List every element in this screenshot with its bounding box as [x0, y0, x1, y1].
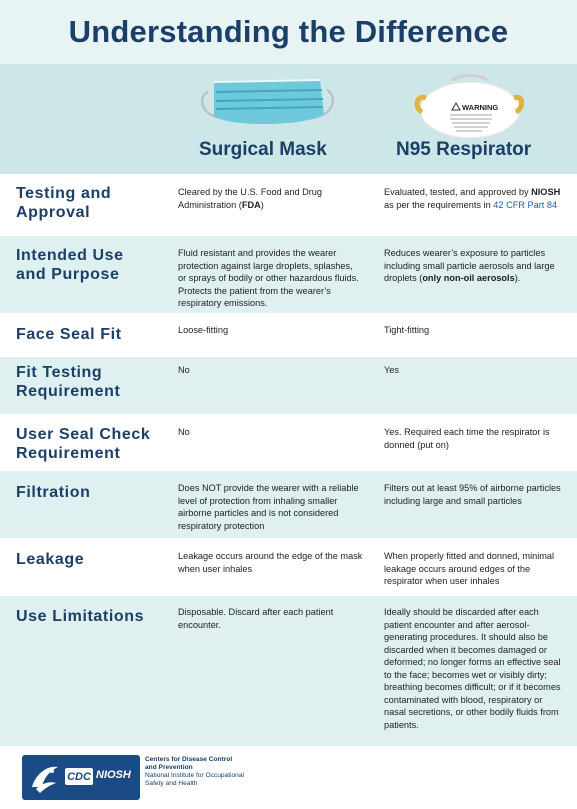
row-label-line: Approval	[16, 204, 91, 221]
row-label-line: Face Seal Fit	[16, 326, 122, 343]
surgical-mask-cell	[178, 186, 363, 211]
n95-respirator-cell	[384, 247, 564, 285]
row-label	[16, 425, 150, 463]
row-label-line: Requirement	[16, 445, 121, 462]
page-title: Understanding the Difference	[68, 14, 509, 49]
cell-text: Leakage occurs around the edge of the mask when user inhales	[178, 551, 363, 574]
cell-text: only non-oil aerosols	[422, 273, 515, 283]
row-label-line: Requirement	[16, 383, 121, 400]
organization-name	[145, 756, 244, 788]
row-label	[16, 483, 90, 502]
row-label-line: User Seal Check	[16, 426, 151, 443]
n95-respirator-cell	[384, 426, 564, 451]
cdc-logo: CDC	[65, 768, 93, 785]
n95-respirator-image	[412, 70, 524, 140]
cell-text: Disposable. Discard after each patient encounter.	[178, 607, 334, 630]
row-label	[16, 550, 84, 569]
table-row	[0, 414, 577, 471]
table-row	[0, 313, 577, 357]
row-label-line: and Purpose	[16, 266, 120, 283]
cell-text: Ideally should be discarded after each patient encounter and after aerosol-generating procedures. It should also be discarded when it becomes damaged or deformed; no longer forms an effective seal to the face; becomes wet or visibly dirty; breathing becomes difficult; or if it becomes contaminated with blood, respiratory or nasal secretions, or other bodily fluids from patients.	[384, 607, 561, 730]
table-row	[0, 357, 577, 414]
cell-text: Tight-fitting	[384, 325, 430, 335]
n95-respirator-cell	[384, 364, 564, 377]
surgical-mask-cell	[178, 550, 363, 575]
cell-text: Fluid resistant and provides the wearer protection against large droplets, splashes, or sprays of bodily or other hazardous fluids. Protects the patient from the wearer’s respiratory emissions.	[178, 248, 359, 308]
cell-text: Evaluated, tested, and approved by	[384, 187, 532, 197]
row-label-line: Use Limitations	[16, 608, 145, 625]
surgical-mask-cell	[178, 364, 363, 377]
column-header-n95-respirator: N95 Respirator	[396, 139, 532, 160]
surgical-mask-cell	[178, 324, 363, 337]
n95-respirator-cell	[384, 550, 564, 588]
table-row	[0, 538, 577, 596]
cell-text: Filters out at least 95% of airborne particles including large and small particles	[384, 483, 561, 506]
surgical-mask-cell	[178, 247, 363, 310]
cell-text: Loose-fitting	[178, 325, 229, 335]
surgical-mask-cell	[178, 426, 363, 439]
cell-text: )	[260, 199, 264, 210]
row-label	[16, 363, 120, 401]
cell-text: as per the requirements in	[384, 199, 494, 210]
n95-respirator-cell	[384, 482, 564, 507]
row-label	[16, 246, 124, 284]
surgical-mask-cell	[178, 606, 363, 631]
row-label-line: Intended Use	[16, 247, 124, 264]
org-line-3: National Institute for Occupational	[145, 772, 244, 779]
cell-text: No	[178, 365, 190, 375]
row-label	[16, 184, 111, 222]
n95-respirator-cell	[384, 186, 564, 211]
surgical-mask-image	[200, 74, 335, 136]
niosh-logo: NIOSH	[96, 769, 131, 781]
row-label	[16, 607, 144, 626]
cfr-link[interactable]: 42 CFR Part 84	[493, 199, 558, 210]
cell-text: No	[178, 427, 190, 437]
surgical-mask-cell	[178, 482, 363, 532]
row-label-line: Leakage	[16, 551, 85, 568]
cell-text: When properly fitted and donned, minimal leakage occurs around edges of the respirator when user inhales	[384, 551, 555, 586]
cell-text: Reduces wearer’s exposure to particles including small particle aerosols and large droplets (	[384, 248, 555, 283]
table-row	[0, 174, 577, 236]
cell-text: ).	[514, 273, 521, 283]
row-label-line: Filtration	[16, 484, 91, 501]
table-row	[0, 471, 577, 538]
n95-respirator-cell	[384, 324, 564, 337]
org-line-2: and Prevention	[145, 764, 193, 771]
row-label-line: Fit Testing	[16, 364, 103, 381]
table-row	[0, 596, 577, 746]
cell-text: Does NOT provide the wearer with a reliable level of protection from inhaling smaller airborne particles and is not considered respiratory protection	[178, 483, 359, 531]
cell-text: Cleared by the U.S. Food and Drug Administration (	[178, 187, 323, 210]
org-line-4: Safety and Health	[145, 780, 198, 787]
cell-text: Yes. Required each time the respirator is donned (put on)	[384, 427, 550, 450]
n95-warning-label: WARNING	[462, 103, 499, 112]
table-row	[0, 236, 577, 313]
row-label	[16, 325, 122, 344]
title-bar	[0, 0, 577, 64]
org-line-1: Centers for Disease Control	[145, 756, 233, 763]
cell-text: Yes	[384, 365, 399, 375]
row-label-line: Testing and	[16, 185, 112, 202]
cell-text: FDA	[241, 199, 261, 210]
column-header-surgical-mask: Surgical Mask	[199, 139, 327, 160]
hhs-eagle-logo	[26, 759, 62, 796]
n95-respirator-cell	[384, 606, 564, 731]
cell-text: NIOSH	[531, 187, 561, 197]
